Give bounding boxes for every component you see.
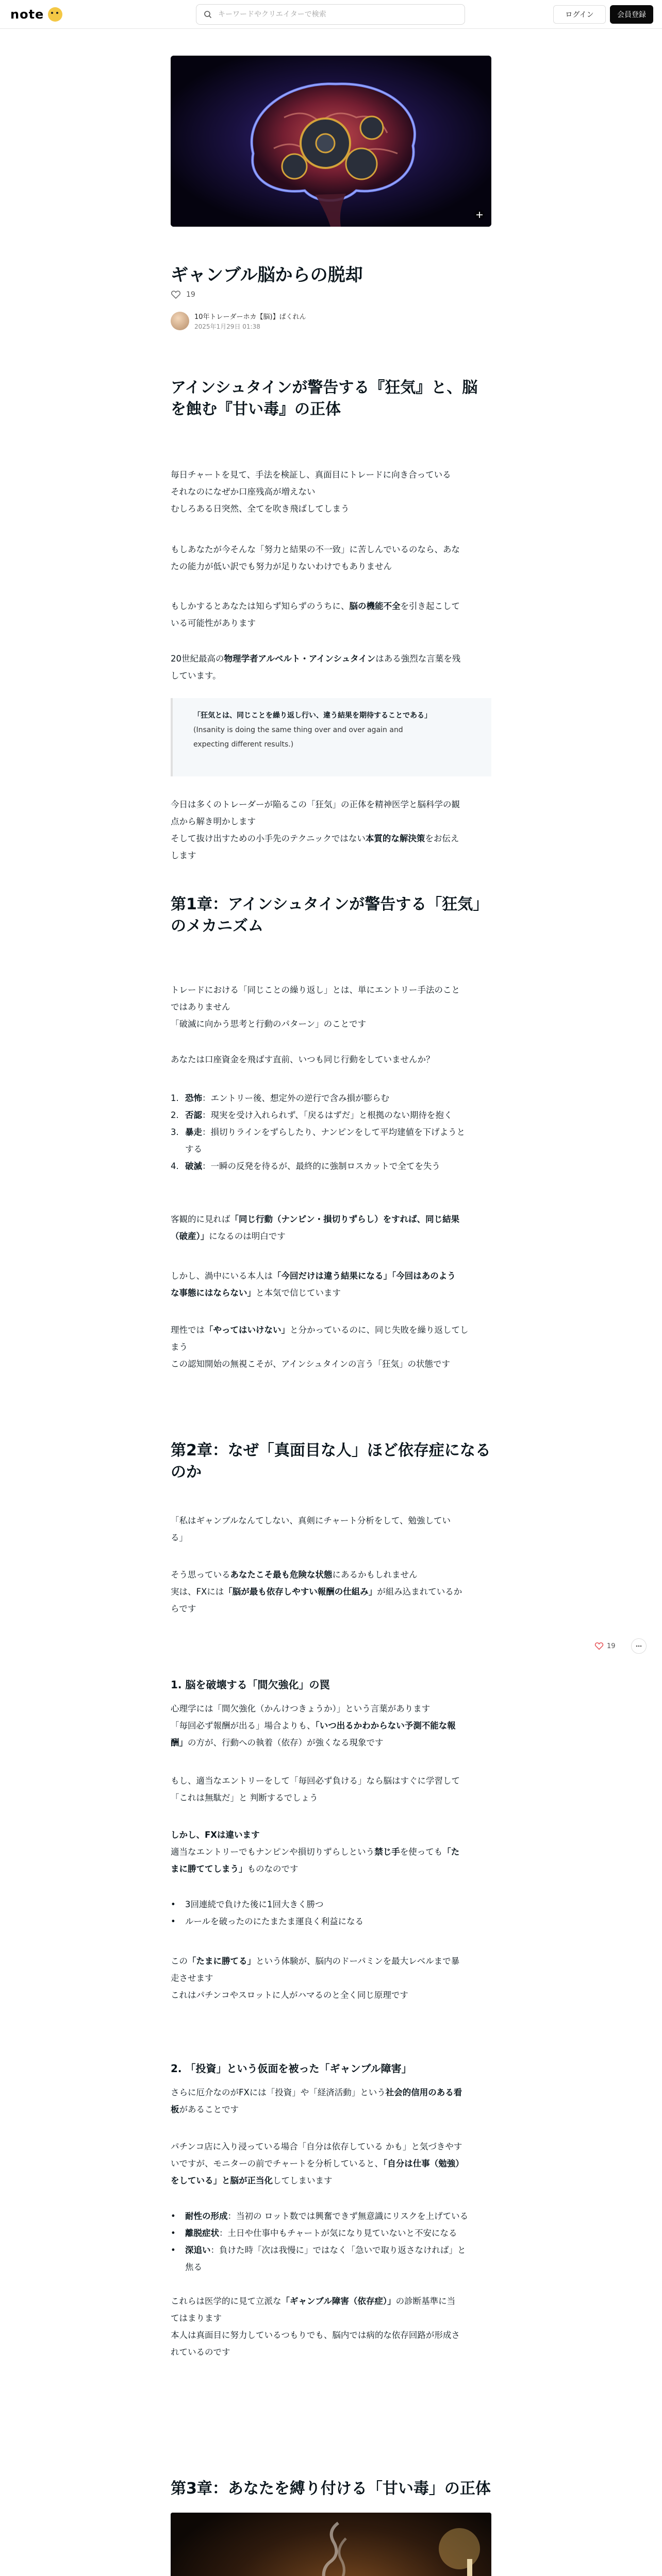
paragraph: これらは医学的に見て立派な「ギャンブル障害（依存症）」の診断基準に当 てはまります 本人は真面目に努力しているつもりでも、脳内では病的な依存回路が形成さ れているのです bbox=[171, 2296, 460, 2357]
paragraph: 毎日チャートを見て、手法を検証し、真面目にトレードに向き合っている それなのになぜか口座残高が増えない むしろある日突然、全てを吹き飛ばしてしまう bbox=[171, 470, 451, 514]
heading-chapter-2: 第2章：なぜ「真面目な人」ほど依存症になるのか bbox=[171, 1442, 491, 1481]
list-item: 1. 恐怖：エントリー後、想定外の逆行で含み損が膨らむ bbox=[171, 1093, 389, 1103]
paragraph: この「たまに勝てる」という体験が、脳内のドーパミンを最大レベルまで暴 走させます これはパチンコやスロットに人がハマるのと全く同じ原理です bbox=[171, 1956, 460, 2000]
paragraph: そう思っているあなたこそ最も危険な状態にあるかもしれません 実は、FXには「脳が最も依存しやすい報酬の仕組み」が組み込まれているか らです bbox=[171, 1570, 462, 1614]
paragraph: パチンコ店に入り浸っている場合「自分は依存している かも」と気づきやす いですが、モニターの前でチャートを分析していると、「自分は仕事（勉強） をしている」と脳が正当化してしまいます bbox=[171, 2142, 464, 2185]
note-logo[interactable] bbox=[10, 6, 62, 23]
list-item: • 離脱症状：土日や仕事中もチャートが気になり見ていないと不安になる bbox=[171, 2228, 457, 2238]
paragraph: さらに厄介なのがFXには「投資」や「経済活動」という社会的信用のある看 板があることです bbox=[171, 2088, 462, 2114]
list-item: 2. 否認：現実を受け入れられず、「戻るはずだ」と根拠のない期待を抱く bbox=[171, 1110, 453, 1120]
search-icon bbox=[204, 10, 212, 19]
heading-intro: アインシュタインが警告する『狂気』と、脳を蝕む『甘い毒』の正体 bbox=[171, 379, 478, 418]
bullet-list bbox=[171, 2208, 491, 2276]
search-input[interactable] bbox=[218, 10, 445, 19]
paragraph: トレードにおける「同じことの繰り返し」とは、単にエントリー手法のこと ではありません 「破滅に向かう思考と行動のパターン」のことです bbox=[171, 985, 460, 1029]
floating-like-button[interactable] bbox=[594, 1641, 616, 1651]
floating-like-count: 19 bbox=[607, 1642, 616, 1650]
paragraph: 心理学には「間欠強化（かんけつきょうか）」という言葉があります 「毎回必ず報酬が出る」場合よりも、「いつ出るかわからない予測不能な報 酬」の方が、行動への執着（依存）が強くなる現象です bbox=[171, 1704, 456, 1748]
avatar[interactable] bbox=[171, 312, 189, 330]
list-item: • 3回連続で負けた後に1回大きく勝つ bbox=[171, 1900, 324, 1909]
heading-section-1: 1. 脳を破壊する「間欠強化」の罠 bbox=[171, 1679, 330, 1691]
article-title: ギャンブル脳からの脱却 bbox=[171, 265, 363, 285]
ordered-list bbox=[171, 1090, 491, 1175]
quote-text: 「狂気とは、同じことを繰り返し行い、違う結果を期待することである」 bbox=[193, 711, 432, 720]
more-icon bbox=[635, 1642, 642, 1650]
search-box[interactable] bbox=[196, 4, 465, 25]
mascot-icon bbox=[48, 7, 62, 22]
heading-chapter-3: 第3章：あなたを縛り付ける「甘い毒」の正体 bbox=[171, 2480, 491, 2498]
hero-image[interactable] bbox=[171, 56, 491, 227]
paragraph: 「私はギャンブルなんてしない、真剣にチャート分析をして、勉強してい る」 bbox=[171, 1516, 451, 1543]
heart-icon bbox=[594, 1641, 604, 1651]
signup-button[interactable]: 会員登録 bbox=[610, 5, 653, 24]
share-button[interactable] bbox=[631, 1638, 647, 1654]
paragraph: もし、適当なエントリーをして「毎回必ず負ける」なら脳はすぐに学習して 「これは無駄だ」と 判断するでしょう bbox=[171, 1776, 460, 1803]
paragraph: しかし、FXは違います 適当なエントリーでもナンピンや損切りずらしという禁じ手を使っても「た まに勝ててしまう」ものなのです bbox=[171, 1830, 460, 1874]
quote-translation: (Insanity is doing the same thing over and over again and bbox=[193, 726, 403, 734]
brain-illustration bbox=[171, 56, 491, 227]
list-item: 3. 暴走：損切りラインをずらしたり、ナンピンをして平均建値を下げようと bbox=[171, 1127, 466, 1137]
site-header bbox=[0, 0, 662, 29]
logo-text: note bbox=[10, 7, 44, 22]
whiskey-image[interactable] bbox=[171, 2513, 491, 2576]
blockquote: 「狂気とは、同じことを繰り返し行い、違う結果を期待することである」 (Insanity is doing the same thing over and over again and expecting different results.) bbox=[171, 698, 491, 776]
bullet-list bbox=[171, 1896, 491, 1930]
heading-chapter-1: 第1章：アインシュタインが警告する「狂気」のメカニズム bbox=[171, 895, 489, 935]
heading-section-2: 2. 「投資」という仮面を被った「ギャンブル障害」 bbox=[171, 2062, 412, 2075]
paragraph: あなたは口座資金を飛ばす直前、いつも同じ行動をしていませんか？ bbox=[171, 1055, 435, 1064]
login-button[interactable]: ログイン bbox=[553, 5, 606, 24]
expand-icon[interactable] bbox=[474, 209, 485, 221]
paragraph: 今日は多くのトレーダーが陥るこの「狂気」の正体を精神医学と脳科学の観 点から解き明かします そして抜け出すための小手先のテクニックではない本質的な解決策をお伝え します bbox=[171, 800, 460, 860]
paragraph: 客観的に見れば「同じ行動（ナンピン・損切りずらし）をすれば、同じ結果 （破産）」になるのは明白です bbox=[171, 1214, 460, 1241]
whiskey-glass-illustration bbox=[171, 2513, 491, 2576]
author-name[interactable]: 10年トレーダーホカ【脳)】ぱくれん bbox=[194, 313, 306, 321]
like-count: 19 bbox=[186, 291, 195, 299]
paragraph: 理性では「やってはいけない」と分かっているのに、同じ失敗を繰り返してし まう この認知開始の無視こそが、アインシュタインの言う「狂気」の状態です bbox=[171, 1325, 469, 1369]
heart-icon[interactable] bbox=[171, 290, 181, 300]
paragraph: もしかするとあなたは知らず知らずのうちに、脳の機能不全を引き起こして いる可能性があります bbox=[171, 601, 460, 628]
paragraph: しかし、渦中にいる本人は「今回だけは違う結果になる」「今回はあのよう な事態にはならない」と本気で信じています bbox=[171, 1271, 456, 1298]
author-block[interactable] bbox=[171, 311, 306, 331]
list-item: • ルールを破ったのにたまたま運良く利益になる bbox=[171, 1917, 364, 1926]
post-date: 2025年1月29日 01:38 bbox=[194, 323, 260, 330]
like-row bbox=[171, 290, 195, 300]
list-item: 4. 破滅：一瞬の反発を待るが、最終的に強制ロスカットで全てを失う bbox=[171, 1161, 440, 1171]
list-item: • 耐性の形成：当初の ロット数では興奮できず無意識にリスクを上げている bbox=[171, 2211, 469, 2221]
list-item: • 深追い：負けた時「次は我慢に」ではなく「急いで取り返さなければ」と bbox=[171, 2245, 466, 2255]
paragraph: もしあなたが今そんな「努力と結果の不一致」に苦しんでいるのなら、あな たの能力が低い訳でも努力が足りないわけでもありません bbox=[171, 545, 460, 571]
list-item: 焦る bbox=[185, 2262, 202, 2272]
paragraph: 20世紀最高の物理学者アルベルト・アインシュタインはある強烈な言葉を残 しています。 bbox=[171, 654, 461, 681]
list-item: する bbox=[185, 1144, 202, 1154]
